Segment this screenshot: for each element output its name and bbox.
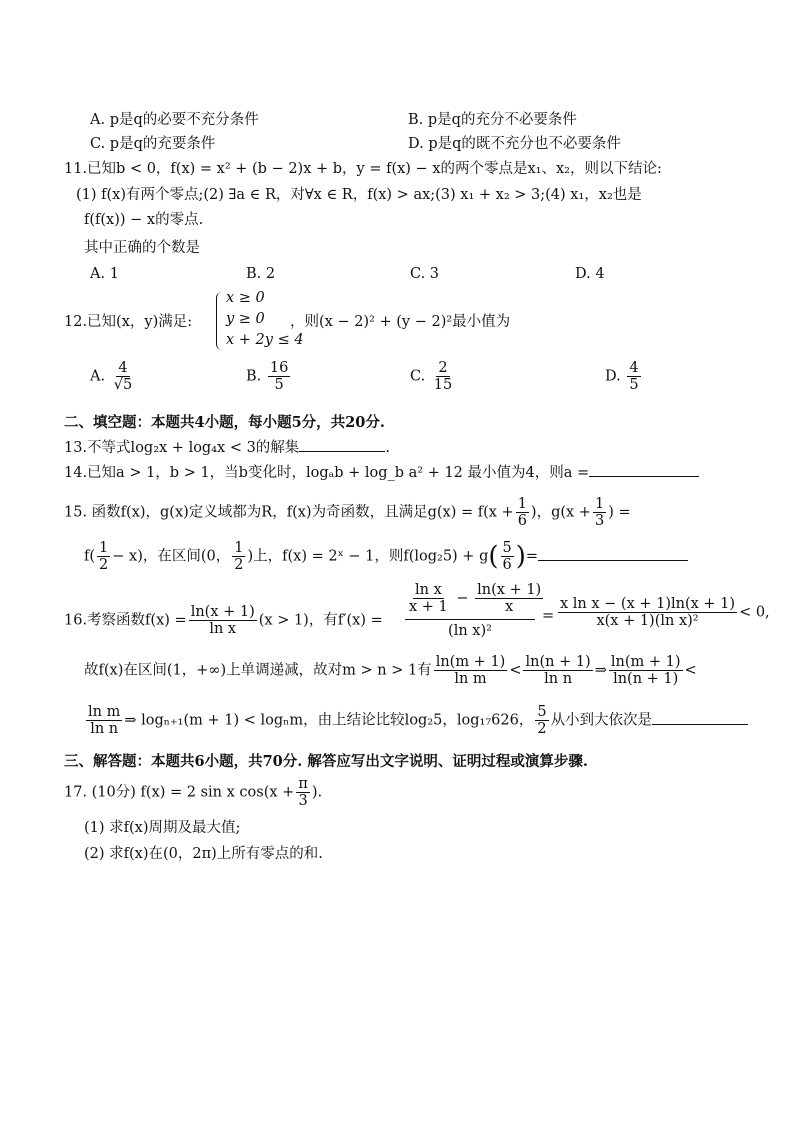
q11-option-c: C. 3 xyxy=(410,266,440,282)
equals-sign: = xyxy=(542,608,555,624)
fraction: $\frac{1}{3}$ xyxy=(594,496,605,529)
answer-blank xyxy=(652,724,748,725)
fraction: $\frac{\text{ln m}}{\text{ln n}}$ xyxy=(88,704,121,737)
fraction: $\frac{\text{ln x}}{x + 1}$ xyxy=(409,582,448,615)
section-2-heading: 二、填空题：本题共4小题，每小题5分，共20分. xyxy=(64,414,385,431)
q14: 14.已知a > 1，b > 1，当b变化时，logₐb + log_b a² + 12 最小值为4，则a = xyxy=(64,463,699,483)
fraction: $\frac{5}{2}$ xyxy=(537,704,547,737)
q11-line4: 其中正确的个数是 xyxy=(84,240,200,256)
fraction: $\frac{\ln(m + 1)}{\ln(n + 1)}$ xyxy=(610,654,681,687)
fraction: $\frac{\text{x ln x − (x + 1)ln(x + 1)}}{\text{x(x + 1)(ln x)²}}$ xyxy=(560,596,736,629)
fraction: $\frac{\ln(x + 1)}{\text{ln x}}$ xyxy=(190,604,255,637)
fraction: $\frac{\pi}{3}$ xyxy=(298,776,308,809)
q17-part-1: (1) 求f(x)周期及最大值; xyxy=(84,820,241,836)
section-3-heading: 三、解答题：本题共6小题，共70分. 解答应写出文字说明、证明过程或演算步骤. xyxy=(64,753,588,770)
q15-line1: 15. 函数f(x)，g(x)定义域都为R，f(x)为奇函数，且满足g(x) = f(x + $\frac{1}{6}$ )，g(x + $\frac{1}{3}$ ) = xyxy=(64,496,631,529)
constraint-1: x ≥ 0 xyxy=(226,290,265,306)
q12-suffix: ，则(x − 2)² + (y − 2)²最小值为 xyxy=(290,314,511,330)
fraction: $\frac{4}{5}$ xyxy=(629,360,639,393)
q11-option-d: D. 4 xyxy=(575,266,605,282)
compound-fraction-denominator: (ln x)² xyxy=(448,623,492,639)
fraction: $\frac{1}{2}$ xyxy=(234,540,244,573)
q16-line2: 故f(x)在区间(1，+∞)上单调递减，故对m > n > 1有 $\frac{\ln(m + 1)}{\text{ln m}}$ < $\frac{\ln(n + 1)}{\text{ln n}}$ ⇒ $\frac{\ln(m + 1)}{\ln(n + 1)}$ < xyxy=(84,654,697,687)
q17-part-2: (2) 求f(x)在(0，2π)上所有零点的和. xyxy=(84,846,323,862)
constraint-2: y ≥ 0 xyxy=(226,311,265,327)
answer-blank xyxy=(299,451,385,452)
q11-stem: 11.已知b < 0，f(x) = x² + (b − 2)x + b，y = f(x) − x的两个零点是x₁、x₂，则以下结论: xyxy=(64,161,662,177)
q12-option-c: C. $\frac{2}{15}$ xyxy=(410,360,453,393)
q11-option-a: A. 1 xyxy=(90,266,119,282)
q15-line2: f( $\frac{1}{2}$ − x)，在区间(0， $\frac{1}{2}$ )上，f(x) = 2ˣ − 1，则f(log₂5) + g( $\frac{5}{6}$ )= xyxy=(84,540,688,573)
q16-derivative-fraction: $\frac{\text{x ln x − (x + 1)ln(x + 1)}}{\text{x(x + 1)(ln x)²}}$ < 0, xyxy=(560,596,770,629)
constraint-3: x + 2y ≤ 4 xyxy=(226,332,304,348)
fraction: $\frac{5}{6}$ xyxy=(502,540,512,573)
q10-option-a: A. p是q的必要不充分条件 xyxy=(90,112,259,128)
compound-fraction-numerator: $\frac{\text{ln x}}{x + 1}$ − $\frac{\ln(x + 1)}{x}$ xyxy=(409,582,542,615)
fraction: $\frac{2}{15}$ xyxy=(433,360,453,393)
q12-option-a: A. $\frac{4}{√5}$ xyxy=(90,360,133,393)
q10-option-b: B. p是q的充分不必要条件 xyxy=(408,112,577,128)
q16-line3: $\frac{\text{ln m}}{\text{ln n}}$ ⇒ logₙ₊₁(m + 1) < logₙm，由上结论比较log₂5，log₁₇626， $\frac{5}{2}$ 从小到大依次是 xyxy=(84,704,748,737)
q16-line1-left: 16.考察函数f(x) = $\frac{\ln(x + 1)}{\text{ln x}}$ (x > 1)，有f′(x) = xyxy=(64,604,383,637)
q10-option-d: D. p是q的既不充分也不必要条件 xyxy=(408,136,621,152)
fraction: $\frac{1}{2}$ xyxy=(99,540,109,573)
fraction: $\frac{1}{6}$ xyxy=(517,496,527,529)
system-brace xyxy=(216,292,223,350)
q12-option-b: B. $\frac{16}{5}$ xyxy=(246,360,289,393)
fraction-bar xyxy=(405,619,535,620)
fraction: $\frac{\ln(x + 1)}{x}$ xyxy=(477,582,542,615)
fraction: $\frac{\ln(n + 1)}{\text{ln n}}$ xyxy=(525,654,591,687)
answer-blank xyxy=(538,560,688,561)
fraction: $\frac{4}{√5}$ xyxy=(113,360,133,393)
q11-line2: (1) f(x)有两个零点;(2) ∃a ∈ R，对∀x ∈ R，f(x) > ax;(3) x₁ + x₂ > 3;(4) x₁，x₂也是 xyxy=(76,187,642,203)
fraction: $\frac{16}{5}$ xyxy=(269,360,289,393)
q17-stem: 17. (10分) f(x) = 2 sin x cos(x + $\frac{\pi}{3}$ ). xyxy=(64,776,323,809)
q11-line3: f(f(x)) − x的零点. xyxy=(84,212,204,228)
answer-blank xyxy=(589,476,699,477)
q12-option-d: D. $\frac{4}{5}$ xyxy=(605,360,639,393)
q12-prefix: 12.已知(x，y)满足: xyxy=(64,314,193,330)
q13: 13.不等式log₂x + log₄x < 3的解集 . xyxy=(64,440,390,456)
q10-option-c: C. p是q的充要条件 xyxy=(90,136,216,152)
fraction: $\frac{\ln(m + 1)}{\text{ln m}}$ xyxy=(435,654,506,687)
q11-option-b: B. 2 xyxy=(246,266,276,282)
